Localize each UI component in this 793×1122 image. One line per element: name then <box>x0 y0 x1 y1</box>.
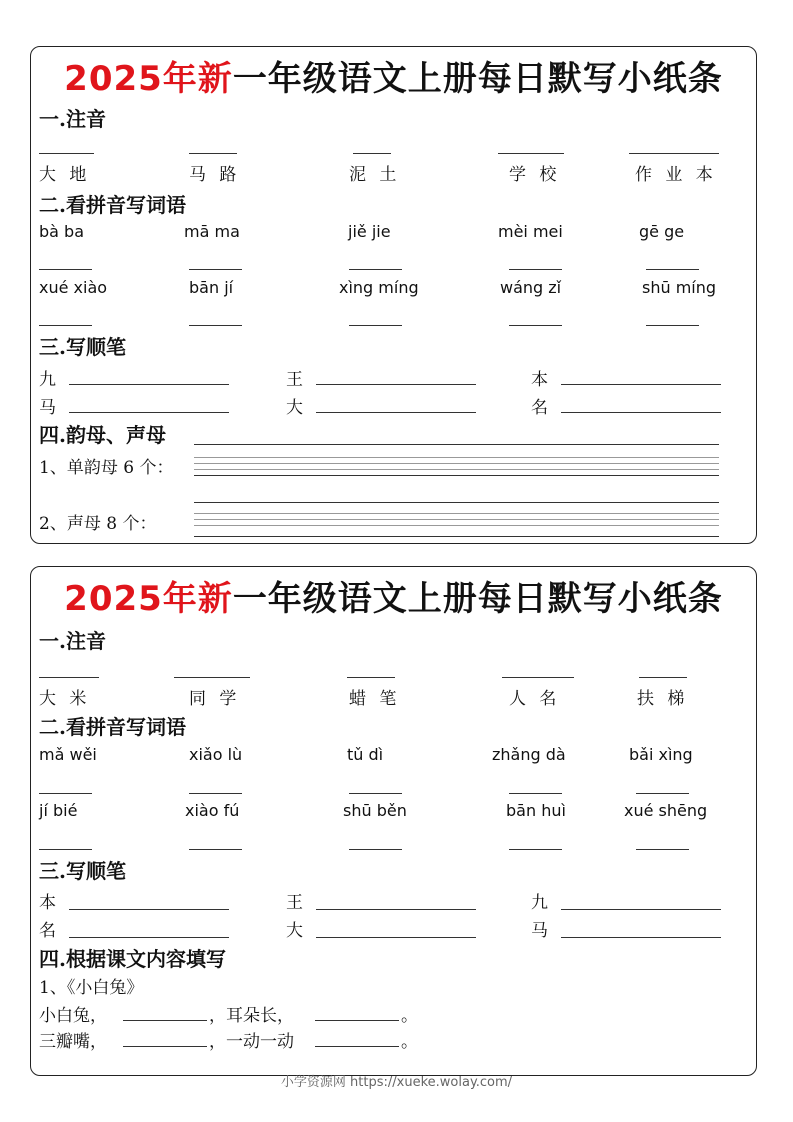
pinyin-item: bān jí <box>189 278 234 297</box>
answer-line <box>349 793 402 794</box>
word-item: 蜡 笔 <box>349 689 401 709</box>
section-stroke-order-heading: 三.写顺笔 <box>39 335 126 359</box>
pinyin-item: jiě jie <box>348 222 391 241</box>
section-write-words-heading: 二.看拼音写词语 <box>39 715 186 739</box>
answer-line <box>194 444 719 445</box>
answer-line <box>189 849 242 850</box>
title-main: 一年级语文上册每日默写小纸条 <box>232 59 723 99</box>
pinyin-item: xìng míng <box>339 278 419 297</box>
stroke-char: 九 <box>39 370 56 390</box>
dictation-card-1 <box>30 46 757 544</box>
answer-line <box>509 849 562 850</box>
section-pinyin-annotation-heading: 一.注音 <box>39 629 106 653</box>
word-item: 大 米 <box>39 689 91 709</box>
stroke-char: 马 <box>39 398 56 418</box>
answer-line <box>646 325 699 326</box>
fill-blank <box>123 1046 207 1047</box>
word-item: 马 路 <box>189 165 241 185</box>
answer-line <box>353 153 391 154</box>
fill-line-1-end: 。 <box>401 1006 418 1026</box>
word-item: 扶 梯 <box>637 689 689 709</box>
answer-line <box>509 325 562 326</box>
answer-line <box>509 269 562 270</box>
word-item: 人 名 <box>509 689 561 709</box>
answer-line <box>636 793 689 794</box>
title-year: 2025年新 <box>64 579 233 619</box>
answer-line <box>502 677 574 678</box>
answer-line <box>509 793 562 794</box>
answer-line <box>316 384 476 385</box>
answer-line <box>349 325 402 326</box>
writing-guide-line <box>194 519 719 520</box>
answer-line <box>39 849 92 850</box>
stroke-char: 本 <box>39 893 56 913</box>
stroke-char: 本 <box>531 370 548 390</box>
card-title <box>31 571 756 620</box>
answer-line <box>316 909 476 910</box>
answer-line <box>69 937 229 938</box>
fill-line-2-start: 三瓣嘴， <box>39 1032 107 1052</box>
answer-line <box>349 269 402 270</box>
answer-line <box>189 153 237 154</box>
answer-line <box>561 412 721 413</box>
fill-line-1-start: 小白兔， <box>39 1006 107 1026</box>
pinyin-item: xué shēng <box>624 801 708 820</box>
answer-line <box>39 153 94 154</box>
pinyin-item: jí bié <box>39 801 78 820</box>
stroke-char: 大 <box>286 398 303 418</box>
fill-blank <box>123 1020 207 1021</box>
answer-line <box>194 536 719 537</box>
answer-line <box>194 502 719 503</box>
answer-line <box>347 677 395 678</box>
fill-line-2-middle: ，一动一动 <box>209 1032 294 1052</box>
answer-line <box>636 849 689 850</box>
title-year: 2025年新 <box>64 59 233 99</box>
section-pinyin-annotation-heading: 一.注音 <box>39 107 106 131</box>
fill-line-2-end: 。 <box>401 1032 418 1052</box>
writing-guide-line <box>194 457 719 458</box>
answer-line <box>39 677 99 678</box>
word-item: 大 地 <box>39 165 91 185</box>
stroke-char: 名 <box>39 921 56 941</box>
pinyin-item: mǎ wěi <box>39 745 97 764</box>
answer-line <box>189 325 242 326</box>
pinyin-item: bà ba <box>39 222 85 241</box>
word-item: 同 学 <box>189 689 241 709</box>
writing-guide-line <box>194 469 719 470</box>
question-2: 2、声母 8 个： <box>39 514 157 534</box>
answer-line <box>561 937 721 938</box>
writing-guide-line <box>194 525 719 526</box>
word-item: 学 校 <box>509 165 561 185</box>
fill-line-1-middle: ，耳朵长， <box>209 1006 294 1026</box>
title-main: 一年级语文上册每日默写小纸条 <box>232 579 723 619</box>
section-write-words-heading: 二.看拼音写词语 <box>39 193 186 217</box>
pinyin-item: xiǎo lù <box>189 745 243 764</box>
answer-line <box>561 909 721 910</box>
writing-guide-line <box>194 463 719 464</box>
section-stroke-order-heading: 三.写顺笔 <box>39 859 126 883</box>
pinyin-item: xué xiào <box>39 278 108 297</box>
pinyin-item: wáng zǐ <box>500 278 562 297</box>
answer-line <box>349 849 402 850</box>
pinyin-item: shū běn <box>343 801 407 820</box>
pinyin-item: bān huì <box>506 801 566 820</box>
answer-line <box>69 384 229 385</box>
footer-source: 小学资源网 https://xueke.wolay.com/ <box>280 1075 513 1090</box>
pinyin-item: zhǎng dà <box>492 745 566 764</box>
answer-line <box>194 475 719 476</box>
answer-line <box>646 269 699 270</box>
pinyin-item: gē ge <box>639 222 685 241</box>
answer-line <box>69 412 229 413</box>
stroke-char: 大 <box>286 921 303 941</box>
fill-blank <box>315 1046 399 1047</box>
question-1: 1、单韵母 6 个： <box>39 458 174 478</box>
answer-line <box>316 937 476 938</box>
question-1: 1、《小白兔》 <box>39 978 144 998</box>
pinyin-item: shū míng <box>642 278 717 297</box>
stroke-char: 王 <box>286 370 303 390</box>
writing-guide-line <box>194 513 719 514</box>
section-fill-in-text-heading: 四.根据课文内容填写 <box>39 947 226 971</box>
pinyin-item: tǔ dì <box>347 745 384 764</box>
answer-line <box>629 153 719 154</box>
answer-line <box>189 269 242 270</box>
answer-line <box>498 153 564 154</box>
answer-line <box>39 793 92 794</box>
answer-line <box>39 269 92 270</box>
answer-line <box>639 677 687 678</box>
stroke-char: 九 <box>531 893 548 913</box>
answer-line <box>39 325 92 326</box>
pinyin-item: mèi mei <box>498 222 563 241</box>
word-item: 作 业 本 <box>635 165 717 185</box>
answer-line <box>316 412 476 413</box>
fill-blank <box>315 1020 399 1021</box>
answer-line <box>561 384 721 385</box>
pinyin-item: mā ma <box>184 222 240 241</box>
answer-line <box>69 909 229 910</box>
stroke-char: 名 <box>531 398 548 418</box>
answer-line <box>174 677 250 678</box>
answer-line <box>189 793 242 794</box>
pinyin-item: bǎi xìng <box>629 745 693 764</box>
pinyin-item: xiào fú <box>185 801 240 820</box>
card-title <box>31 51 756 100</box>
stroke-char: 马 <box>531 921 548 941</box>
word-item: 泥 土 <box>349 165 401 185</box>
section-finals-initials-heading: 四.韵母、声母 <box>39 423 166 447</box>
dictation-card-2 <box>30 566 757 1076</box>
stroke-char: 王 <box>286 893 303 913</box>
